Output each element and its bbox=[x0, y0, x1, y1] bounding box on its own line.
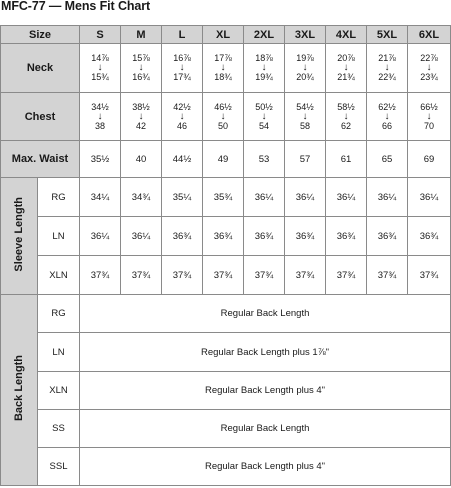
chest-to: 46 bbox=[177, 120, 188, 131]
sleeve-cell: 36¼ bbox=[326, 178, 367, 217]
down-arrow-icon: ↓ bbox=[426, 62, 432, 73]
neck-to: 21¾ bbox=[337, 72, 355, 82]
sleeve-cell: 36¼ bbox=[367, 178, 408, 217]
chest-cell bbox=[162, 93, 203, 141]
chest-cell bbox=[203, 93, 244, 141]
back-length-value: Regular Back Length plus 4" bbox=[80, 448, 451, 486]
back-length-label bbox=[1, 295, 38, 486]
size-col-l: L bbox=[162, 26, 203, 44]
neck-cell bbox=[408, 44, 451, 93]
sleeve-cell: 36¾ bbox=[285, 217, 326, 256]
down-arrow-icon: ↓ bbox=[426, 110, 432, 122]
neck-to: 15¾ bbox=[91, 72, 109, 82]
back-row bbox=[1, 333, 451, 372]
size-col-2xl: 2XL bbox=[244, 26, 285, 44]
back-row bbox=[1, 410, 451, 448]
size-col-s: S bbox=[80, 26, 121, 44]
neck-to: 17¾ bbox=[173, 72, 191, 82]
down-arrow-icon: ↓ bbox=[97, 62, 103, 73]
back-subrow-label: RG bbox=[38, 295, 80, 333]
sleeve-subrow-label: RG bbox=[38, 178, 80, 217]
chest-to: 58 bbox=[300, 120, 311, 131]
neck-to: 19¾ bbox=[255, 72, 273, 82]
down-arrow-icon: ↓ bbox=[261, 110, 267, 122]
sleeve-cell: 36¾ bbox=[244, 217, 285, 256]
chest-from: 38½ bbox=[132, 101, 150, 112]
sleeve-cell: 35¾ bbox=[203, 178, 244, 217]
neck-from: 15⅞ bbox=[132, 53, 150, 63]
waist-cell: 53 bbox=[244, 141, 285, 178]
sleeve-cell: 34¾ bbox=[121, 178, 162, 217]
neck-from: 16⅞ bbox=[173, 53, 191, 63]
neck-cell bbox=[326, 44, 367, 93]
chest-from: 50½ bbox=[255, 101, 273, 112]
sleeve-cell: 36¼ bbox=[244, 178, 285, 217]
chest-cell bbox=[326, 93, 367, 141]
sleeve-cell: 36¼ bbox=[121, 217, 162, 256]
neck-from: 22⅞ bbox=[420, 53, 438, 63]
chest-cell bbox=[285, 93, 326, 141]
sleeve-cell: 37¾ bbox=[203, 256, 244, 295]
sleeve-row bbox=[1, 178, 451, 217]
down-arrow-icon: ↓ bbox=[138, 110, 144, 122]
size-col-xl: XL bbox=[203, 26, 244, 44]
neck-from: 17⅞ bbox=[214, 53, 232, 63]
waist-cell: 61 bbox=[326, 141, 367, 178]
neck-from: 14⅞ bbox=[91, 53, 109, 63]
sleeve-cell: 34¼ bbox=[80, 178, 121, 217]
fit-chart-table bbox=[0, 25, 451, 486]
size-col-m: M bbox=[121, 26, 162, 44]
down-arrow-icon: ↓ bbox=[179, 110, 185, 122]
waist-label: Max. Waist bbox=[1, 141, 80, 178]
sleeve-subrow-label: XLN bbox=[38, 256, 80, 295]
neck-to: 20¾ bbox=[296, 72, 314, 82]
down-arrow-icon: ↓ bbox=[220, 110, 226, 122]
neck-row bbox=[1, 44, 451, 93]
sleeve-length-text: Sleeve Length bbox=[13, 197, 25, 272]
waist-cell: 57 bbox=[285, 141, 326, 178]
back-subrow-label: SSL bbox=[38, 448, 80, 486]
neck-to: 23¾ bbox=[420, 72, 438, 82]
sleeve-subrow-label: LN bbox=[38, 217, 80, 256]
neck-from: 20⅞ bbox=[337, 53, 355, 63]
size-col-5xl: 5XL bbox=[367, 26, 408, 44]
neck-cell bbox=[285, 44, 326, 93]
sleeve-cell: 37¾ bbox=[408, 256, 451, 295]
neck-cell bbox=[367, 44, 408, 93]
sleeve-cell: 37¾ bbox=[162, 256, 203, 295]
chest-to: 42 bbox=[136, 120, 147, 131]
neck-cell bbox=[244, 44, 285, 93]
size-col-6xl: 6XL bbox=[408, 26, 451, 44]
sleeve-cell: 37¾ bbox=[80, 256, 121, 295]
neck-to: 18¾ bbox=[214, 72, 232, 82]
down-arrow-icon: ↓ bbox=[220, 62, 226, 73]
chest-to: 62 bbox=[341, 120, 352, 131]
down-arrow-icon: ↓ bbox=[138, 62, 144, 73]
sleeve-cell: 36¾ bbox=[162, 217, 203, 256]
chest-cell bbox=[408, 93, 451, 141]
chest-from: 46½ bbox=[214, 101, 232, 112]
neck-to: 22¾ bbox=[378, 72, 396, 82]
chest-to: 66 bbox=[382, 120, 393, 131]
back-row bbox=[1, 372, 451, 410]
sleeve-cell: 36¼ bbox=[80, 217, 121, 256]
neck-to: 16¾ bbox=[132, 72, 150, 82]
back-row bbox=[1, 448, 451, 486]
chest-to: 70 bbox=[424, 120, 435, 131]
chest-from: 42½ bbox=[173, 101, 191, 112]
neck-from: 18⅞ bbox=[255, 53, 273, 63]
sleeve-cell: 37¾ bbox=[285, 256, 326, 295]
waist-cell: 69 bbox=[408, 141, 451, 178]
neck-from: 21⅞ bbox=[378, 53, 396, 63]
down-arrow-icon: ↓ bbox=[302, 110, 308, 122]
chest-to: 54 bbox=[259, 120, 270, 131]
chest-from: 58½ bbox=[337, 101, 355, 112]
down-arrow-icon: ↓ bbox=[343, 62, 349, 73]
back-subrow-label: XLN bbox=[38, 372, 80, 410]
down-arrow-icon: ↓ bbox=[302, 62, 308, 73]
back-subrow-label: LN bbox=[38, 333, 80, 372]
chest-cell bbox=[121, 93, 162, 141]
neck-cell bbox=[121, 44, 162, 93]
down-arrow-icon: ↓ bbox=[97, 110, 103, 122]
sleeve-length-label bbox=[1, 178, 38, 295]
sleeve-cell: 36¼ bbox=[408, 178, 451, 217]
back-length-value: Regular Back Length plus 4" bbox=[80, 372, 451, 410]
chest-label: Chest bbox=[1, 93, 80, 141]
size-header-row bbox=[1, 26, 451, 44]
chest-cell bbox=[244, 93, 285, 141]
back-length-text: Back Length bbox=[13, 355, 25, 422]
chest-to: 50 bbox=[218, 120, 229, 131]
sleeve-row bbox=[1, 217, 451, 256]
back-length-value: Regular Back Length bbox=[80, 410, 451, 448]
waist-cell: 35½ bbox=[80, 141, 121, 178]
sleeve-cell: 35¼ bbox=[162, 178, 203, 217]
neck-cell bbox=[203, 44, 244, 93]
chart-title: MFC-77 — Mens Fit Chart bbox=[1, 0, 151, 13]
chest-from: 66½ bbox=[420, 101, 438, 112]
sleeve-cell: 36¼ bbox=[285, 178, 326, 217]
waist-cell: 65 bbox=[367, 141, 408, 178]
sleeve-row bbox=[1, 256, 451, 295]
sleeve-cell: 36¾ bbox=[408, 217, 451, 256]
sleeve-cell: 36¾ bbox=[203, 217, 244, 256]
chest-cell bbox=[367, 93, 408, 141]
down-arrow-icon: ↓ bbox=[384, 62, 390, 73]
chest-from: 54½ bbox=[296, 101, 314, 112]
sleeve-cell: 37¾ bbox=[244, 256, 285, 295]
waist-cell: 40 bbox=[121, 141, 162, 178]
chest-cell bbox=[80, 93, 121, 141]
sleeve-cell: 36¾ bbox=[367, 217, 408, 256]
waist-cell: 49 bbox=[203, 141, 244, 178]
neck-from: 19⅞ bbox=[296, 53, 314, 63]
back-row bbox=[1, 295, 451, 333]
down-arrow-icon: ↓ bbox=[384, 110, 390, 122]
chest-to: 38 bbox=[95, 120, 106, 131]
waist-row bbox=[1, 141, 451, 178]
sleeve-cell: 37¾ bbox=[121, 256, 162, 295]
neck-cell bbox=[162, 44, 203, 93]
down-arrow-icon: ↓ bbox=[343, 110, 349, 122]
back-length-value: Regular Back Length plus 1⅞" bbox=[80, 333, 451, 372]
sleeve-cell: 37¾ bbox=[367, 256, 408, 295]
chest-row bbox=[1, 93, 451, 141]
sleeve-cell: 37¾ bbox=[326, 256, 367, 295]
neck-label: Neck bbox=[1, 44, 80, 93]
back-subrow-label: SS bbox=[38, 410, 80, 448]
down-arrow-icon: ↓ bbox=[179, 62, 185, 73]
size-header-label: Size bbox=[1, 26, 80, 44]
chest-from: 34½ bbox=[91, 101, 109, 112]
size-col-4xl: 4XL bbox=[326, 26, 367, 44]
chest-from: 62½ bbox=[378, 101, 396, 112]
size-col-3xl: 3XL bbox=[285, 26, 326, 44]
back-length-value: Regular Back Length bbox=[80, 295, 451, 333]
waist-cell: 44½ bbox=[162, 141, 203, 178]
sleeve-cell: 36¾ bbox=[326, 217, 367, 256]
down-arrow-icon: ↓ bbox=[261, 62, 267, 73]
neck-cell bbox=[80, 44, 121, 93]
